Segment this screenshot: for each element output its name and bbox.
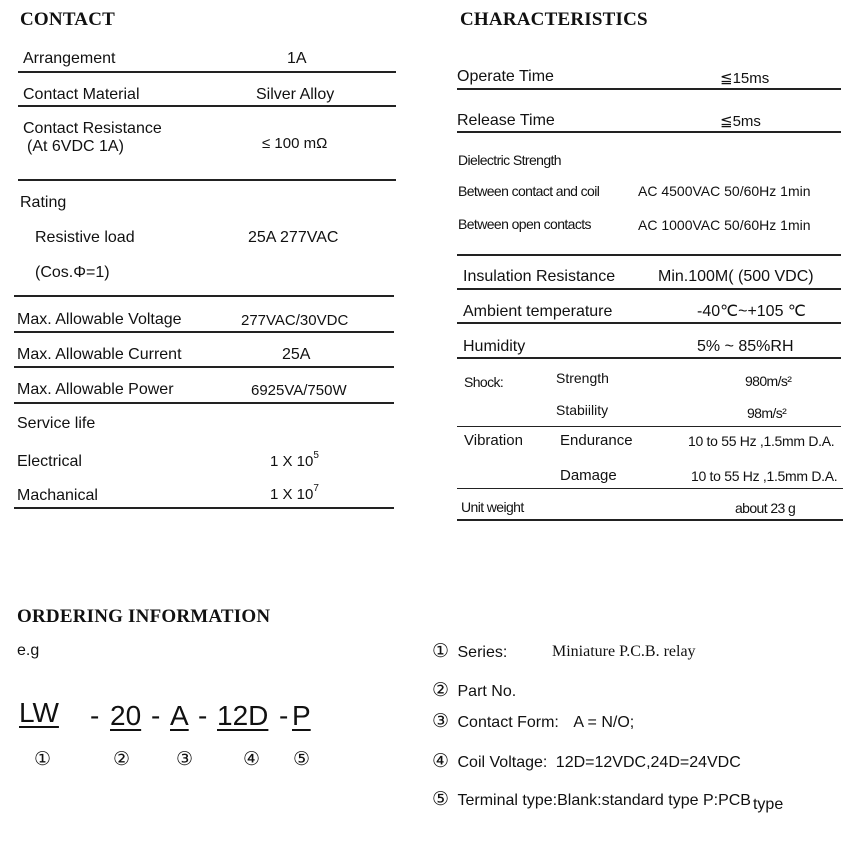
divider — [18, 105, 396, 107]
legend-value: A = N/O; — [573, 714, 635, 731]
max-voltage-value: 277VAC/30VDC — [241, 312, 349, 329]
shock-stability-label: Stabiility — [556, 402, 609, 418]
resistive-load-value: 25A 277VAC — [248, 229, 339, 246]
open-contacts-value: AC 1000VAC 50/60Hz 1min — [638, 217, 811, 233]
legend-num: ① — [432, 641, 450, 662]
divider — [457, 357, 841, 359]
shock-strength-label: Strength — [556, 370, 609, 386]
release-time-value: ≦5ms — [720, 113, 761, 130]
vibration-label: Vibration — [464, 432, 523, 449]
ordering-heading: ORDERING INFORMATION — [17, 606, 271, 627]
contact-resistance-condition: (At 6VDC 1A) — [27, 138, 124, 155]
electrical-label: Electrical — [17, 453, 82, 470]
marker-4: ④ — [243, 749, 261, 770]
legend-label: Series: — [457, 644, 508, 661]
contact-coil-value: AC 4500VAC 50/60Hz 1min — [638, 183, 811, 199]
code-contact-form: A — [170, 700, 189, 731]
divider — [457, 88, 841, 90]
max-voltage-label: Max. Allowable Voltage — [17, 311, 182, 328]
shock-stability-value: 98m/s² — [747, 405, 787, 421]
insulation-label: Insulation Resistance — [463, 268, 616, 285]
divider — [457, 131, 841, 133]
divider — [14, 507, 394, 509]
contact-resistance-label: Contact Resistance — [23, 120, 162, 137]
legend-series — [432, 640, 696, 663]
divider — [14, 331, 394, 333]
unit-weight-label: Unit weight — [461, 499, 524, 515]
contact-heading: CONTACT — [20, 9, 115, 30]
divider — [14, 295, 394, 297]
vibration-endurance-value: 10 to 55 Hz ,1.5mm D.A. — [688, 433, 835, 449]
max-power-label: Max. Allowable Power — [17, 381, 174, 398]
dielectric-strength-label: Dielectric Strength — [458, 152, 561, 168]
legend-label: Coil Voltage: — [457, 754, 548, 771]
release-time-label: Release Time — [457, 112, 555, 129]
operate-time-label: Operate Time — [457, 68, 554, 85]
service-life-label: Service life — [17, 415, 96, 432]
legend-contact-form — [432, 710, 634, 733]
contact-coil-label: Between contact and coil — [458, 183, 600, 199]
operate-time-value: ≦15ms — [720, 70, 770, 87]
ambient-temp-label: Ambient temperature — [463, 303, 613, 320]
mechanical-label: Machanical — [17, 487, 98, 504]
humidity-label: Humidity — [463, 338, 526, 355]
legend-num: ④ — [432, 751, 450, 772]
legend-coil-voltage — [432, 750, 741, 773]
marker-5: ⑤ — [293, 749, 311, 770]
legend-label: Contact Form: — [457, 714, 559, 731]
vibration-endurance-label: Endurance — [560, 432, 633, 449]
contact-material-label: Contact Material — [23, 86, 140, 103]
legend-num: ② — [432, 680, 450, 701]
unit-weight-value: about 23 g — [735, 500, 796, 516]
ambient-temp-value: -40℃~+105 ℃ — [697, 303, 806, 320]
humidity-value: 5% ~ 85%RH — [697, 338, 794, 355]
legend-label: Part No. — [457, 683, 517, 700]
resistive-load-label: Resistive load — [35, 229, 135, 246]
shock-strength-value: 980m/s² — [745, 373, 792, 389]
vibration-damage-value: 10 to 55 Hz ,1.5mm D.A. — [691, 468, 838, 484]
arrangement-value: 1A — [287, 50, 307, 67]
code-dash: - — [279, 700, 289, 731]
marker-2: ② — [113, 749, 131, 770]
divider — [457, 488, 843, 489]
legend-value: Miniature P.C.B. relay — [552, 643, 696, 660]
arrangement-label: Arrangement — [23, 50, 116, 67]
open-contacts-label: Between open contacts — [458, 216, 591, 232]
example-label: e.g — [17, 642, 40, 659]
code-coil-voltage: 12D — [217, 700, 269, 731]
legend-value: 12D=12VDC,24D=24VDC — [555, 754, 741, 771]
legend-num: ⑤ — [432, 789, 450, 810]
divider — [14, 402, 394, 404]
code-dash: - — [151, 700, 161, 731]
electrical-value: 1 X $10^5$ — [270, 450, 319, 470]
divider — [14, 366, 394, 368]
insulation-value: Min.100M( (500 VDC) — [658, 268, 814, 285]
contact-resistance-value: ≤ 100 mΩ — [262, 135, 328, 152]
max-power-value: 6925VA/750W — [251, 382, 347, 399]
code-series: LW — [19, 697, 59, 728]
divider — [457, 519, 843, 521]
characteristics-heading: CHARACTERISTICS — [460, 9, 648, 30]
legend-terminal-type — [432, 788, 783, 811]
max-current-label: Max. Allowable Current — [17, 346, 182, 363]
divider — [18, 179, 396, 181]
marker-1: ① — [34, 749, 52, 770]
divider — [457, 254, 841, 256]
legend-label: Terminal type:Blank:standard type P:PCB — [457, 792, 751, 809]
code-part-no: 20 — [110, 700, 142, 731]
contact-material-value: Silver Alloy — [256, 86, 335, 103]
code-dash: - — [198, 700, 208, 731]
divider — [457, 322, 841, 324]
max-current-value: 25A — [282, 346, 311, 363]
divider — [18, 71, 396, 73]
legend-part-no — [432, 679, 516, 702]
divider — [457, 426, 841, 427]
divider — [457, 288, 841, 290]
cos-phi-label: (Cos.Φ=1) — [35, 264, 110, 281]
shock-label: Shock: — [464, 374, 504, 390]
legend-num: ③ — [432, 711, 450, 732]
marker-3: ③ — [176, 749, 194, 770]
legend-value: type — [752, 796, 784, 813]
rating-label: Rating — [20, 194, 67, 211]
vibration-damage-label: Damage — [560, 467, 617, 484]
code-dash: - — [90, 700, 100, 731]
mechanical-value: 1 X $10^7$ — [270, 483, 319, 503]
code-terminal-type: P — [292, 700, 311, 731]
